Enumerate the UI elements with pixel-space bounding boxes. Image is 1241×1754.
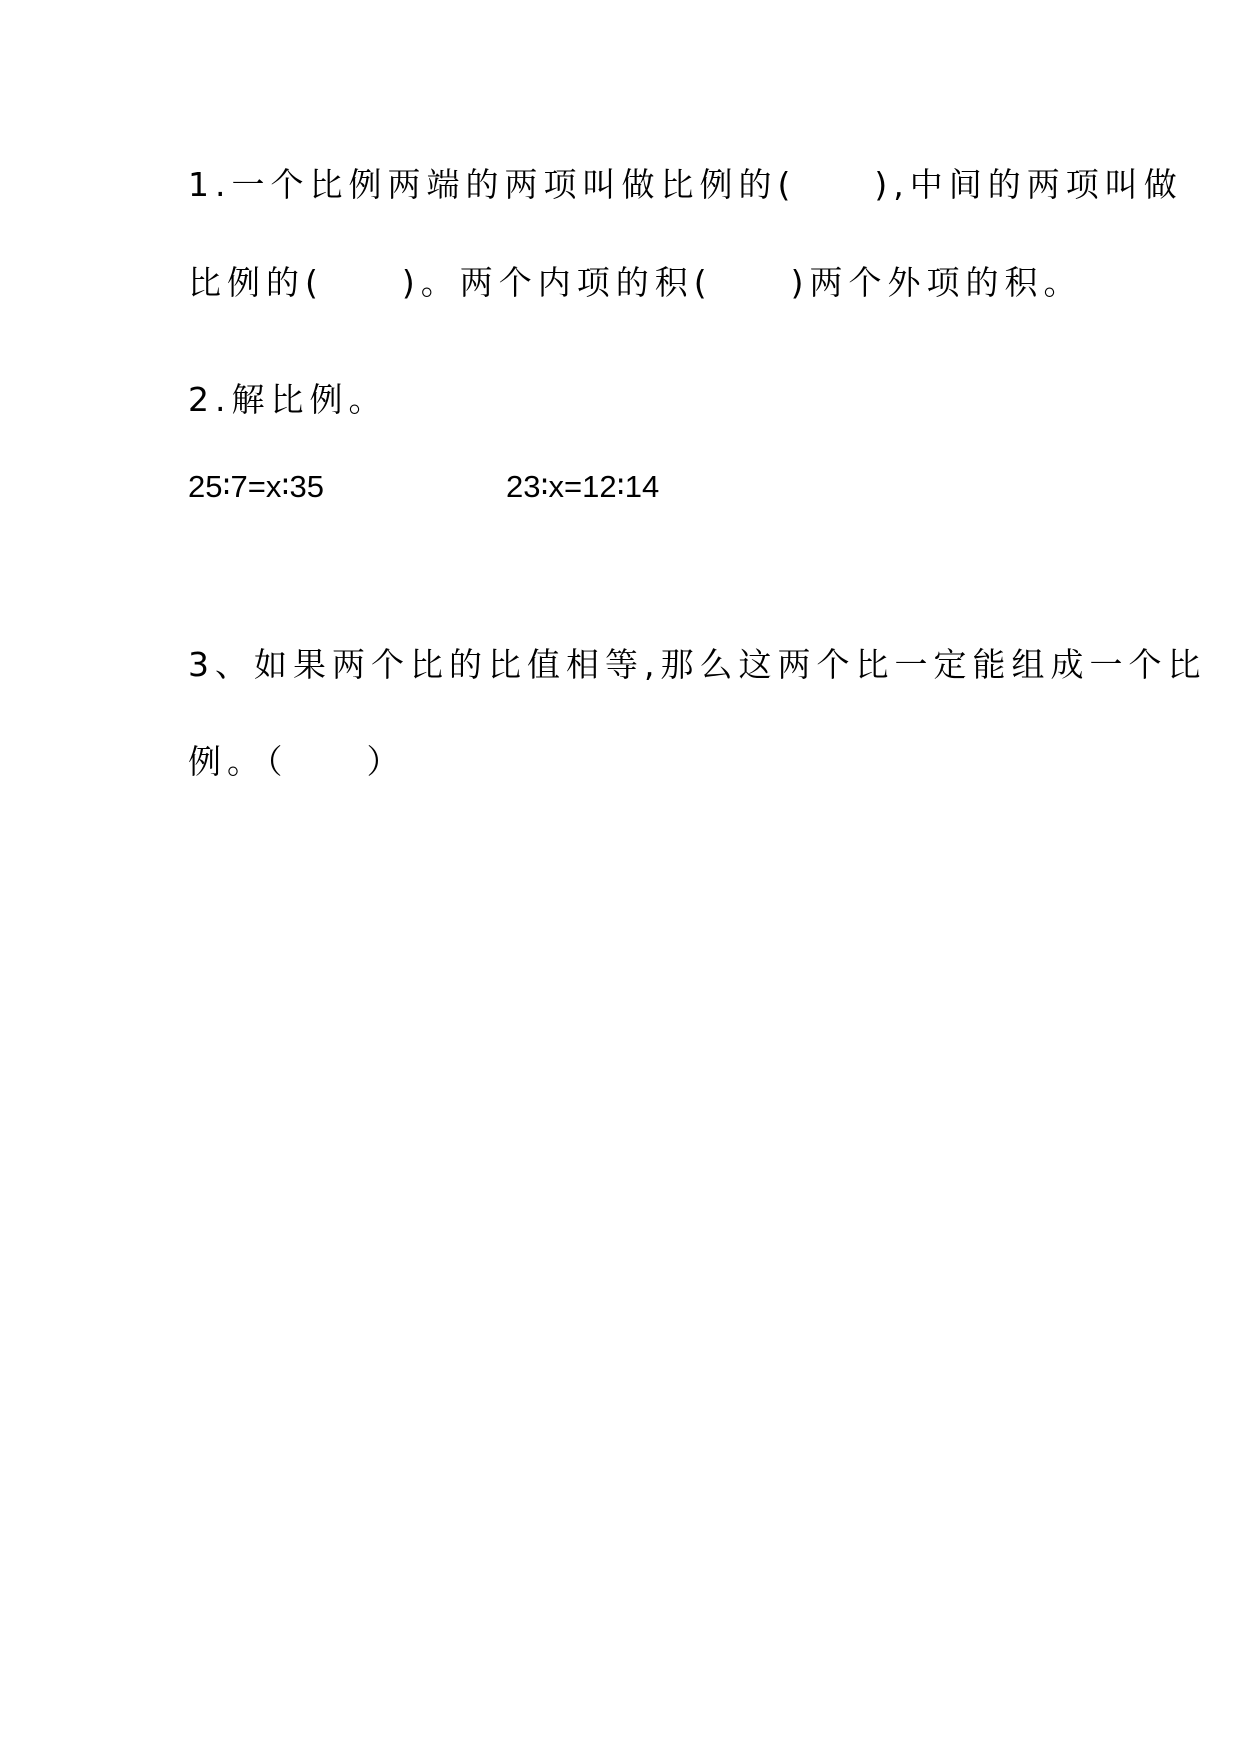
question-2-title: 2.解比例。 — [188, 380, 388, 419]
question-3-line-1: 3、如果两个比的比值相等,那么这两个比一定能组成一个比 — [188, 645, 1207, 684]
equation-1: 25∶7=x∶35 — [188, 469, 324, 504]
equation-2: 23∶x=12∶14 — [506, 469, 660, 504]
question-1-line-2: 比例的( )。两个内项的积( )两个外项的积。 — [188, 263, 1083, 302]
question-1-line-1: 1.一个比例两端的两项叫做比例的( ),中间的两项叫做 — [188, 165, 1183, 204]
question-3-line-2: 例。（ ） — [188, 742, 406, 781]
